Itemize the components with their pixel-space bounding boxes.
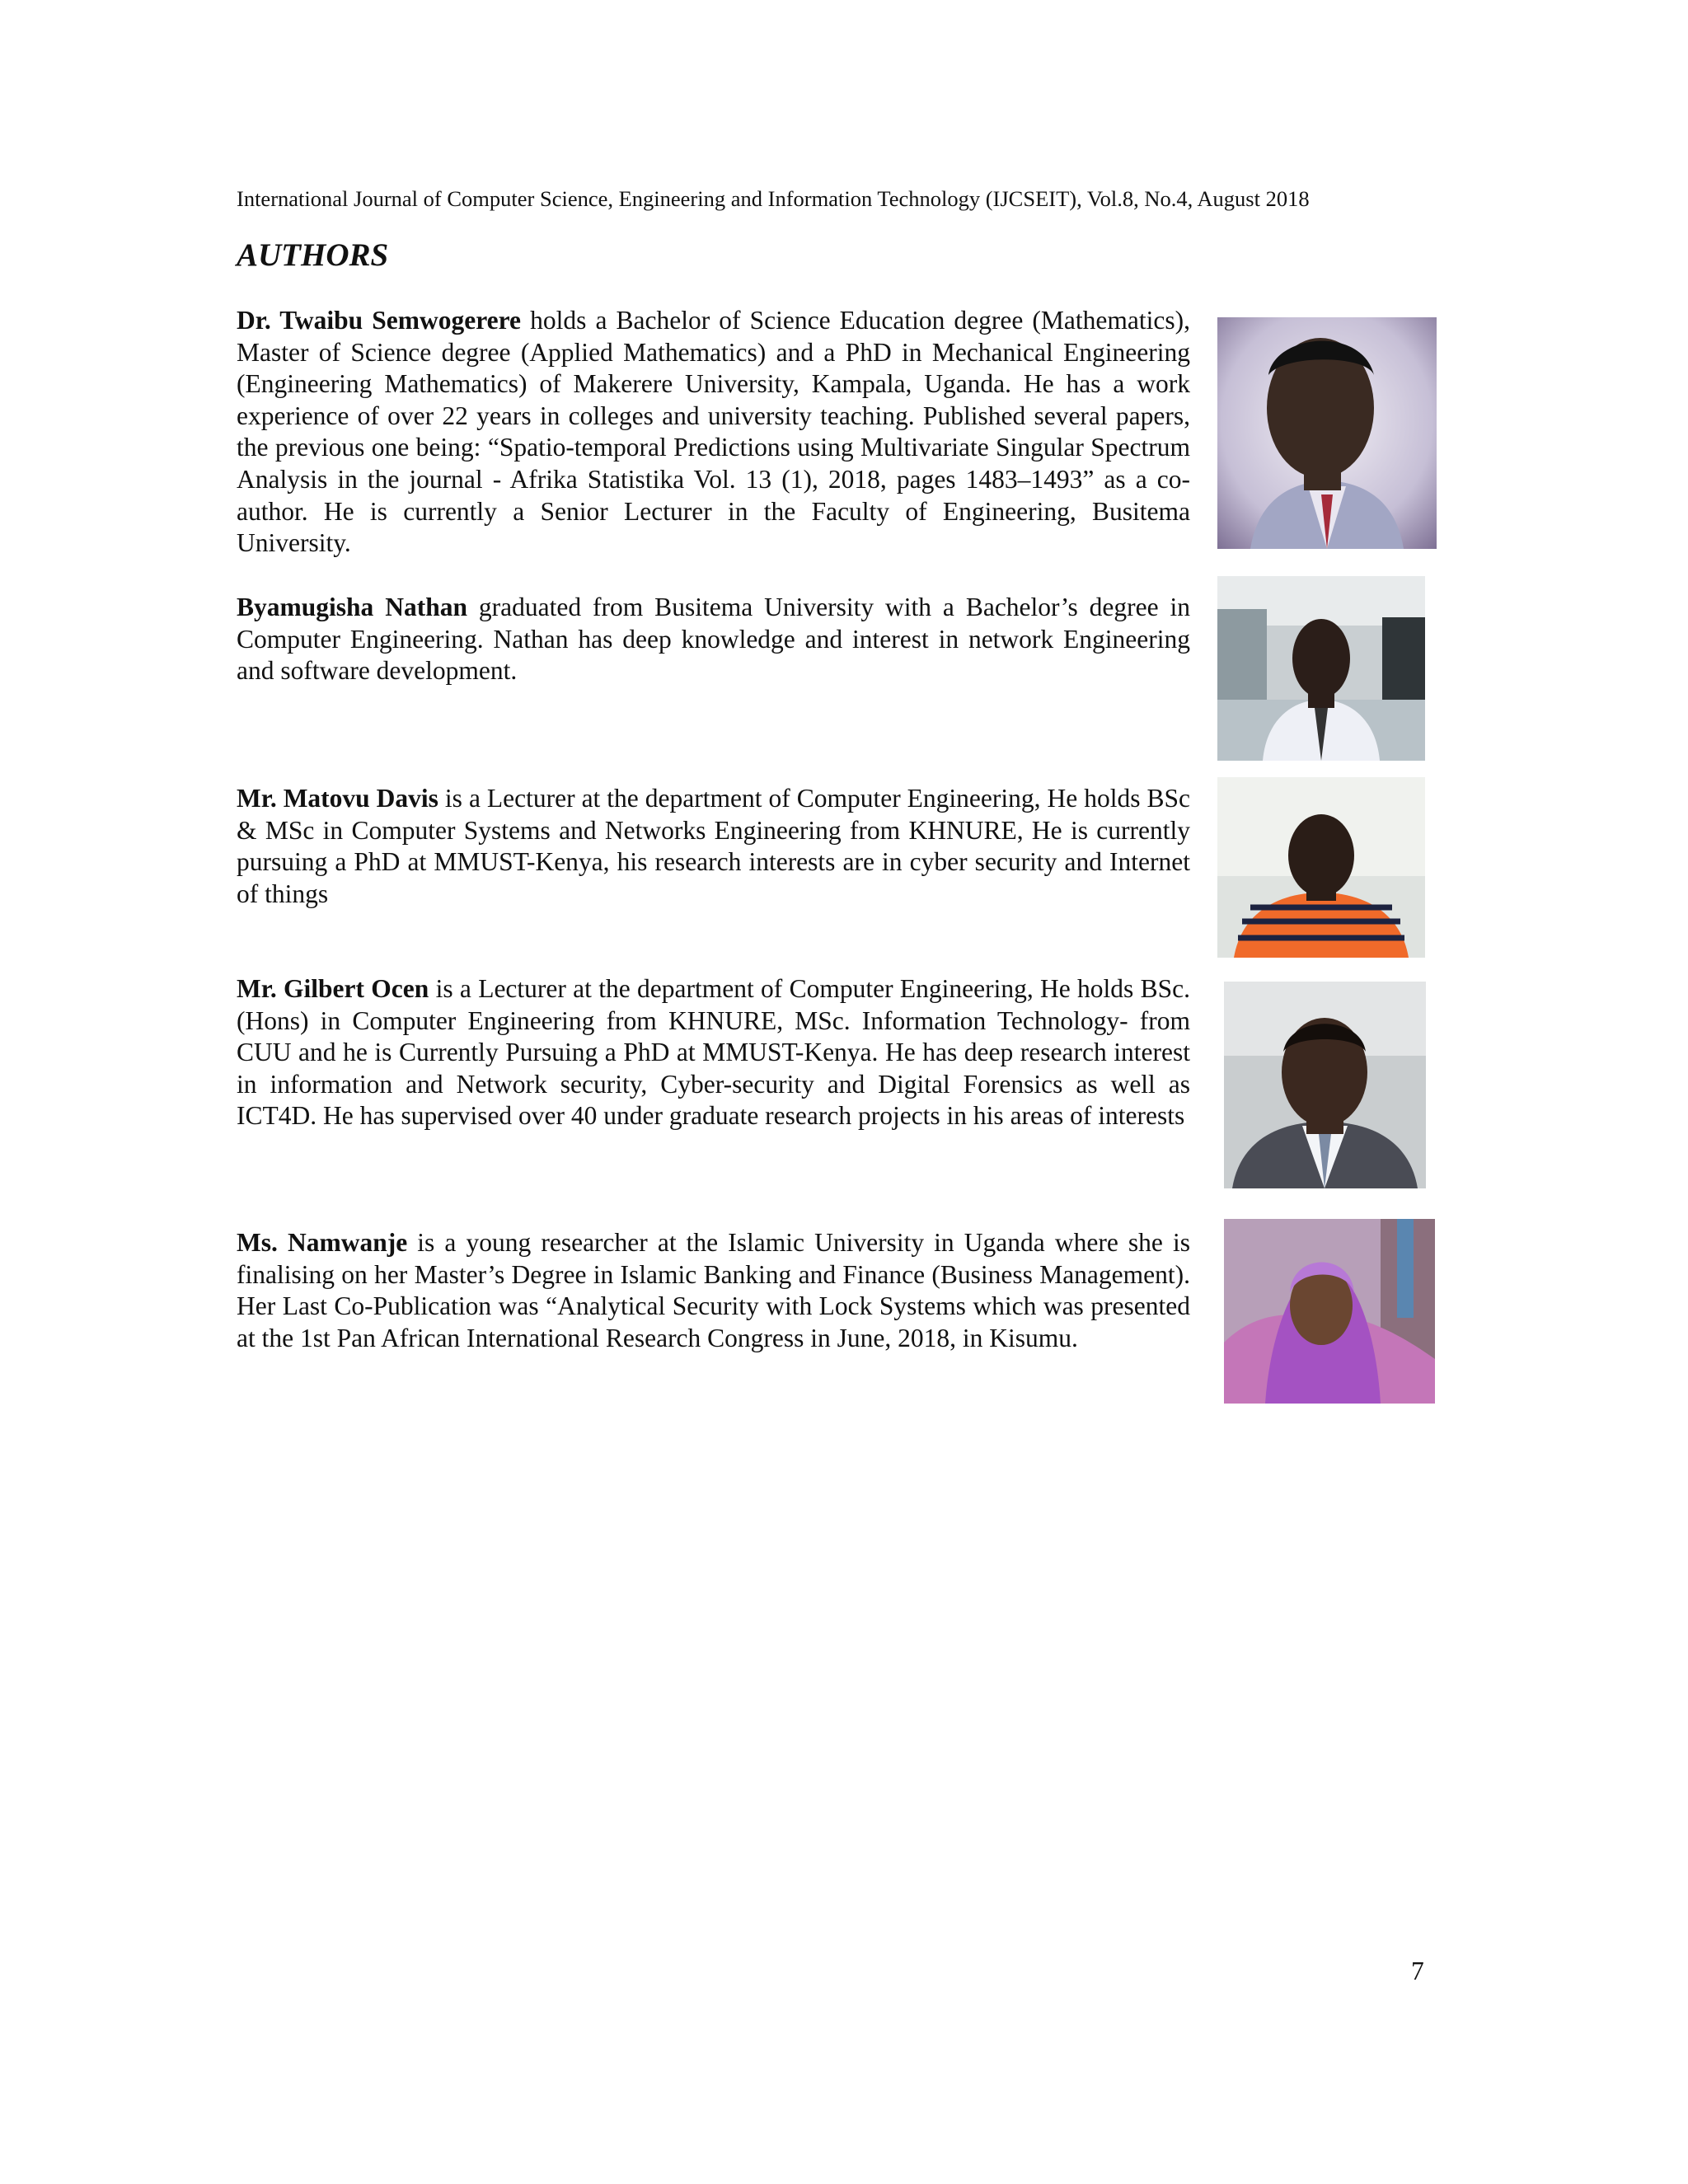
author-name: Mr. Gilbert Ocen xyxy=(237,974,429,1003)
page-number: 7 xyxy=(1411,1957,1424,1985)
author-bio xyxy=(237,783,1190,910)
author-photo xyxy=(1217,777,1425,958)
author-bio xyxy=(237,1227,1190,1354)
author-bio-text: is a Lecturer at the department of Computer Engineering, He holds BSc & MSc in Computer Systems and Networks Engineering from KHNURE, He is currently pursuing a PhD at MMUST-Kenya, his research interests are in cyber security and Internet of things xyxy=(237,784,1190,908)
author-bio-text: graduated from Busitema University with a Bachelor’s degree in Computer Engineering. Nathan has deep knowledge and interest in network Engineering and software development. xyxy=(237,593,1190,686)
author-bio xyxy=(237,305,1190,560)
author-bio-text: is a Lecturer at the department of Computer Engineering, He holds BSc. (Hons) in Computer Engineering from KHNURE, MSc. Information Technology- from CUU and he is Currently Pursuing a PhD at MMUST-Kenya. He has deep research interest in information and Network security, Cyber-security and Digital Forensics as well as ICT4D. He has supervised over 40 under graduate research projects in his areas of interests xyxy=(237,974,1191,1131)
author-photo xyxy=(1224,982,1426,1188)
author-bio-text: holds a Bachelor of Science Education degree (Mathematics), Master of Science degree (Applied Mathematics) and a PhD in Mechanical Engineering (Engineering Mathematics) of Makerere University, Kampala, Uganda. He has a work experience of over 22 years in colleges and university teaching. Published several papers, the previous one being: “Spatio-temporal Predictions using Multivariate Singular Spectrum Analysis in the journal - Afrika Statistika Vol. 13 (1), 2018, pages 1483–1493” as a co-author. He is currently a Senior Lecturer in the Faculty of Engineering, Busitema University. xyxy=(237,306,1190,558)
running-header: International Journal of Computer Science, Engineering and Information Technology (IJCSEIT), Vol.8, No.4, August 2018 xyxy=(237,186,1310,211)
author-photo xyxy=(1217,317,1437,549)
author-name: Dr. Twaibu Semwogerere xyxy=(237,306,522,335)
author-name: Ms. Namwanje xyxy=(237,1228,408,1257)
section-heading: AUTHORS xyxy=(237,237,389,273)
author-bio-text: is a young researcher at the Islamic University in Uganda where she is finalising on her Master’s Degree in Islamic Banking and Finance (Business Management). Her Last Co-Publication was “Analytical Security with Lock Systems which was presented at the 1st Pan African International Research Congress in June, 2018, in Kisumu. xyxy=(237,1228,1191,1352)
author-name: Byamugisha Nathan xyxy=(237,593,467,621)
author-photo xyxy=(1217,576,1425,761)
author-bio xyxy=(237,973,1190,1132)
author-photo xyxy=(1224,1219,1435,1404)
author-name: Mr. Matovu Davis xyxy=(237,784,438,813)
author-bio xyxy=(237,592,1190,687)
